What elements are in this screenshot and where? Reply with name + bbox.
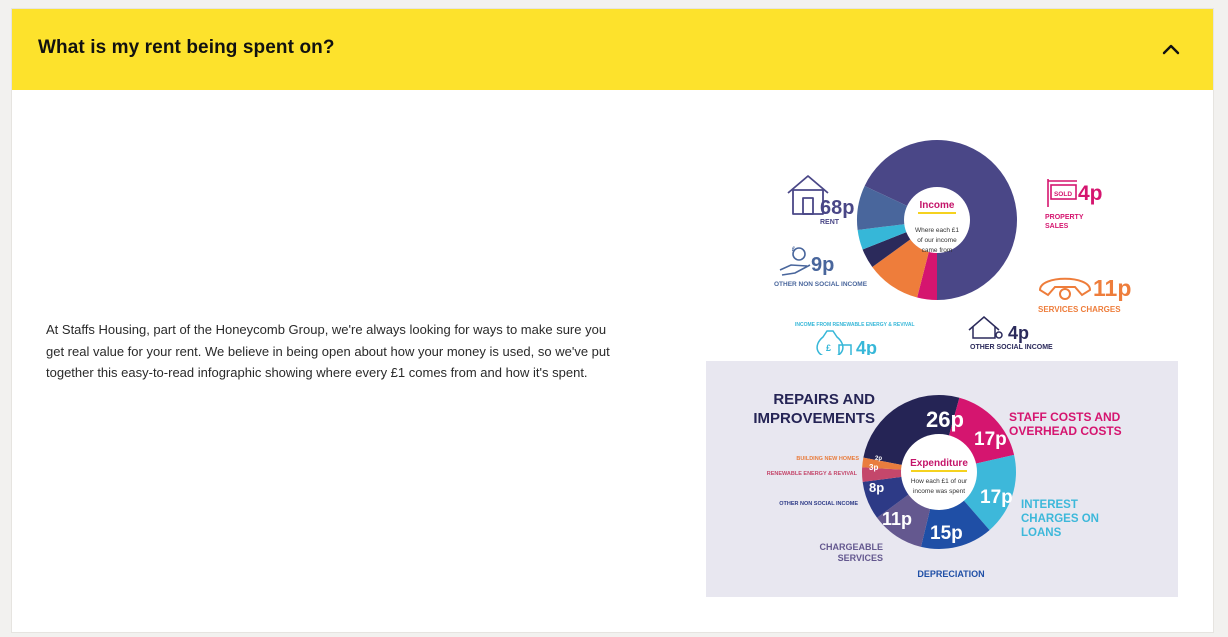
exp-new-homes-label: BUILDING NEW HOMES [796, 456, 859, 462]
svg-text:£: £ [826, 343, 832, 353]
expenditure-infographic [706, 361, 1178, 597]
rent-accordion [11, 8, 1214, 633]
telephone-icon [1040, 279, 1090, 299]
income-rent-value: 68p [820, 197, 855, 219]
income-other-non-social-label: OTHER NON SOCIAL INCOME [774, 281, 868, 288]
accordion-title: What is my rent being spent on? [38, 37, 335, 58]
exp-renewable-label: RENEWABLE ENERGY & REVIVAL [766, 471, 857, 477]
svg-text:SOLD: SOLD [1053, 191, 1073, 198]
income-property-sales-value: 4p [1078, 182, 1103, 205]
chevron-up-icon[interactable] [1157, 35, 1185, 63]
income-services-label: SERVICES CHARGES [1038, 305, 1121, 314]
house-outline-icon [969, 317, 1002, 338]
exp-new-homes-value: 2p [875, 456, 883, 462]
income-renewable-value: 4p [856, 338, 878, 355]
exp-depreciation-label: DEPRECIATION [917, 569, 985, 579]
income-center-line2: of our income [917, 237, 957, 244]
income-rent-label: RENT [820, 219, 840, 226]
income-property-sales-label2: SALES [1045, 223, 1069, 230]
exp-chargeable-value: 11p [882, 509, 913, 529]
expenditure-center-line1: How each £1 of our [910, 478, 968, 485]
exp-interest-label3: LOANS [1021, 527, 1062, 539]
exp-repairs-label2: IMPROVEMENTS [753, 410, 875, 427]
income-center-line3: came from [921, 247, 953, 254]
income-infographic [757, 135, 1167, 355]
income-services-value: 11p [1093, 275, 1132, 301]
expenditure-center-line2: income was spent [912, 488, 966, 495]
exp-repairs-value: 26p [926, 407, 964, 432]
exp-interest-value: 17p [980, 487, 1013, 508]
exp-other-non-social-label: OTHER NON SOCIAL INCOME [779, 501, 858, 507]
exp-staff-label1: STAFF COSTS AND [1009, 410, 1121, 424]
exp-interest-label1: INTEREST [1021, 499, 1078, 511]
expenditure-center-title: Expenditure [910, 458, 968, 469]
exp-repairs-label1: REPAIRS AND [773, 391, 875, 408]
exp-renewable-value: 3p [869, 463, 879, 472]
income-center-title: Income [919, 200, 955, 211]
svg-text:£: £ [792, 247, 796, 253]
money-bag-icon [817, 331, 851, 355]
income-other-social-value: 4p [1008, 323, 1030, 343]
income-center-line1: Where each £1 [914, 227, 960, 234]
exp-interest-label2: CHARGES ON [1021, 513, 1099, 525]
intro-paragraph: At Staffs Housing, part of the Honeycomb Group, we're always looking for ways to make sure you get real value for your rent. We believe in being open about how your money is used, so we've put together this easy-to-read infographic showing where every £1 comes from and how it's spent. [46, 322, 610, 380]
exp-staff-label2: OVERHEAD COSTS [1009, 424, 1122, 438]
income-renewable-label: INCOME FROM RENEWABLE ENERGY & REVIVAL [795, 322, 915, 328]
exp-other-non-social-value: 8p [869, 480, 885, 495]
income-other-non-social-value: 9p [811, 254, 835, 276]
exp-chargeable-label2: SERVICES [837, 553, 883, 563]
exp-chargeable-label1: CHARGEABLE [819, 542, 883, 552]
accordion-header[interactable] [12, 9, 1213, 90]
exp-staff-value: 17p [974, 429, 1007, 450]
expenditure-center-underline [911, 470, 967, 472]
exp-depreciation-value: 15p [930, 523, 963, 544]
income-property-sales-label1: PROPERTY [1045, 214, 1084, 221]
income-center-underline [918, 212, 956, 214]
income-other-social-label: OTHER SOCIAL INCOME [970, 344, 1053, 351]
